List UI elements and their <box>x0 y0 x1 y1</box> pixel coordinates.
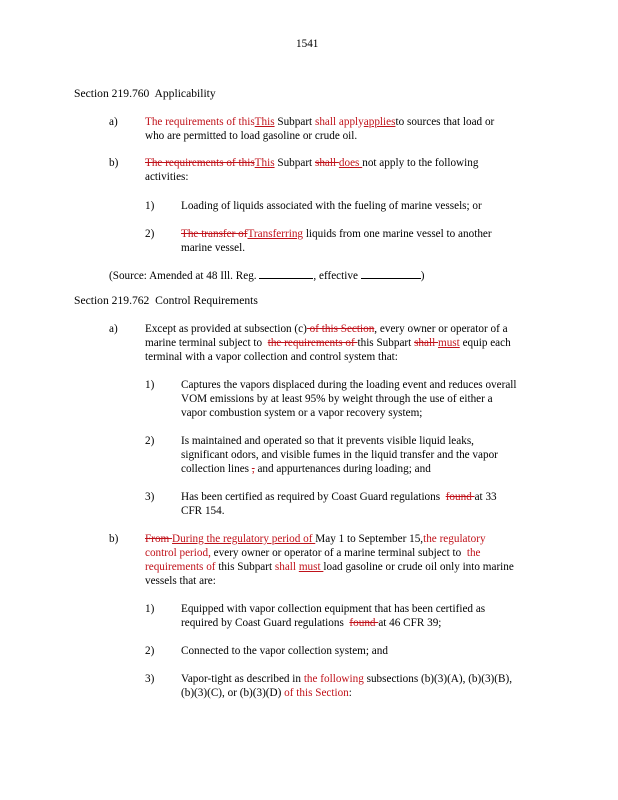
subsection-b-line-1: The requirements of thisThis Subpart shall does not apply to the following <box>145 157 479 169</box>
subsection-label-b: b) <box>109 533 119 545</box>
subsection-a-line-3: terminal with a vapor collection and control system that: <box>145 351 398 363</box>
item-label-1: 1) <box>145 603 155 615</box>
item-label-3: 3) <box>145 491 155 503</box>
item-label-1: 1) <box>145 379 155 391</box>
section-heading-219-762: Section 219.762 Control Requirements <box>74 294 258 307</box>
item-2-line-1: Is maintained and operated so that it prevents visible liquid leaks, <box>181 435 474 447</box>
reg-blank <box>259 268 313 279</box>
item-label-3: 3) <box>145 673 155 685</box>
item-3-line-2: CFR 154. <box>181 505 225 517</box>
item-label-1: 1) <box>145 200 155 212</box>
item-2-line-3: collection lines , and appurtenances during loading; and <box>181 463 431 475</box>
page-number: 1541 <box>296 38 319 50</box>
subsection-a-line-1: The requirements of thisThis Subpart shall applyappliesto sources that load or <box>145 116 495 128</box>
effective-blank <box>361 268 421 279</box>
subsection-b-line-2: control period, every owner or operator of a marine terminal subject to the <box>145 547 481 559</box>
source-note: (Source: Amended at 48 Ill. Reg. , effective ) <box>109 270 425 282</box>
subsection-a-line-2: who are permitted to load gasoline or crude oil. <box>145 130 358 142</box>
item-1-line-2: required by Coast Guard regulations found at 46 CFR 39; <box>181 617 442 629</box>
subsection-b-line-2: activities: <box>145 171 189 183</box>
item-1-line-1: Equipped with vapor collection equipment that has been certified as <box>181 603 486 615</box>
subsection-b-line-1: From During the regulatory period of May 1 to September 15,the regulatory <box>145 533 486 545</box>
item-2-line-2: significant odors, and visible fumes in the liquid transfer and the vapor <box>181 449 498 461</box>
subsection-label-a: a) <box>109 323 118 335</box>
subsection-b-line-4: vessels that are: <box>145 575 216 587</box>
item-3-line-1: Has been certified as required by Coast Guard regulations found at 33 <box>181 491 497 503</box>
item-label-2: 2) <box>145 435 155 447</box>
subsection-label-b: b) <box>109 157 119 169</box>
item-label-2: 2) <box>145 645 155 657</box>
item-1-text: Loading of liquids associated with the fueling of marine vessels; or <box>181 200 482 212</box>
section-heading-219-760: Section 219.760 Applicability <box>74 87 216 100</box>
item-2-text: Connected to the vapor collection system; and <box>181 645 388 657</box>
item-3-line-1: Vapor-tight as described in the following subsections (b)(3)(A), (b)(3)(B), <box>181 673 512 685</box>
subsection-a-line-1: Except as provided at subsection (c) of this Section, every owner or operator of a <box>145 323 508 335</box>
item-2-line-1: The transfer ofTransferring liquids from one marine vessel to another <box>181 228 492 240</box>
subsection-a-line-2: marine terminal subject to the requirements of this Subpart shall must equip each <box>145 337 511 349</box>
subsection-b-line-3: requirements of this Subpart shall must load gasoline or crude oil only into marine <box>145 561 514 573</box>
item-1-line-2: VOM emissions by at least 95% by weight through the use of either a <box>181 393 493 405</box>
item-label-2: 2) <box>145 228 155 240</box>
subsection-label-a: a) <box>109 116 118 128</box>
item-1-line-3: vapor combustion system or a vapor recovery system; <box>181 407 423 419</box>
item-1-line-1: Captures the vapors displaced during the loading event and reduces overall <box>181 379 517 391</box>
item-3-line-2: (b)(3)(C), or (b)(3)(D) of this Section: <box>181 687 352 699</box>
item-2-line-2: marine vessel. <box>181 242 245 254</box>
